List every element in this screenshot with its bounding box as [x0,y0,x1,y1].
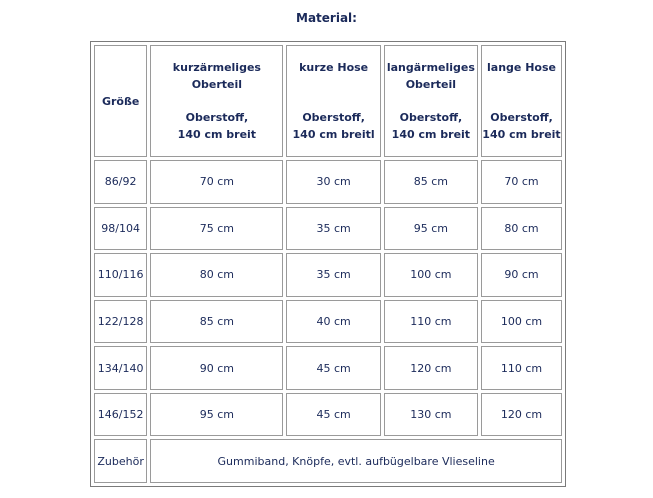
header-col-line2: Oberteil [191,78,243,91]
value-cell: 75 cm [150,207,283,251]
value-cell: 80 cm [481,207,562,251]
size-cell: 86/92 [94,160,147,204]
value-cell: 45 cm [286,393,380,437]
header-col-sub1: Oberstoff, [490,111,553,124]
table-row [94,253,562,297]
material-table [90,41,566,487]
table-row [94,160,562,204]
value-cell: 35 cm [286,207,380,251]
value-cell: 80 cm [150,253,283,297]
accessories-row [94,439,562,483]
header-col-long-pants [481,45,562,157]
header-size [94,45,147,157]
value-cell: 35 cm [286,253,380,297]
table-row [94,300,562,344]
table-row [94,346,562,390]
header-row [94,45,562,157]
value-cell: 95 cm [384,207,478,251]
header-col-sub1: Oberstoff, [399,111,463,124]
header-size-label: Größe [101,94,140,108]
value-cell: 90 cm [150,346,283,390]
value-cell: 70 cm [481,160,562,204]
value-cell: 100 cm [384,253,478,297]
value-cell: 120 cm [481,393,562,437]
size-cell: 110/116 [94,253,147,297]
size-cell: 134/140 [94,346,147,390]
value-cell: 70 cm [150,160,283,204]
header-col-long-sleeve-top [384,45,478,157]
header-col-line2: Oberteil [405,78,457,91]
page-title: Material: [296,11,357,25]
header-col-line2 [287,76,379,93]
value-cell: 30 cm [286,160,380,204]
value-cell: 85 cm [384,160,478,204]
size-cell: 98/104 [94,207,147,251]
header-col-sub1: Oberstoff, [302,111,365,124]
table-row [94,393,562,437]
header-col-line2 [482,76,561,93]
header-col-sub2: 140 cm breit [391,128,471,141]
value-cell: 130 cm [384,393,478,437]
header-col-sub2: 140 cm breitl [292,128,375,141]
header-col-line1: kurze Hose [299,61,369,74]
header-col-shorts [286,45,380,157]
value-cell: 110 cm [384,300,478,344]
header-col-line1: kurzärmeliges [172,61,261,74]
value-cell: 95 cm [150,393,283,437]
value-cell: 110 cm [481,346,562,390]
header-col-sub2: 140 cm breit [482,128,561,141]
header-col-sub2: 140 cm breit [177,128,257,141]
value-cell: 45 cm [286,346,380,390]
size-cell: 146/152 [94,393,147,437]
value-cell: 90 cm [481,253,562,297]
header-col-line1: langärmeliges [386,61,475,74]
header-col-short-sleeve-top [150,45,283,157]
header-col-line1: lange Hose [487,61,556,74]
accessories-label: Zubehör [94,439,147,483]
value-cell: 85 cm [150,300,283,344]
header-col-sub1: Oberstoff, [185,111,249,124]
value-cell: 100 cm [481,300,562,344]
accessories-value: Gummiband, Knöpfe, evtl. aufbügelbare Vlieseline [150,439,562,483]
size-cell: 122/128 [94,300,147,344]
value-cell: 120 cm [384,346,478,390]
value-cell: 40 cm [286,300,380,344]
table-row [94,207,562,251]
